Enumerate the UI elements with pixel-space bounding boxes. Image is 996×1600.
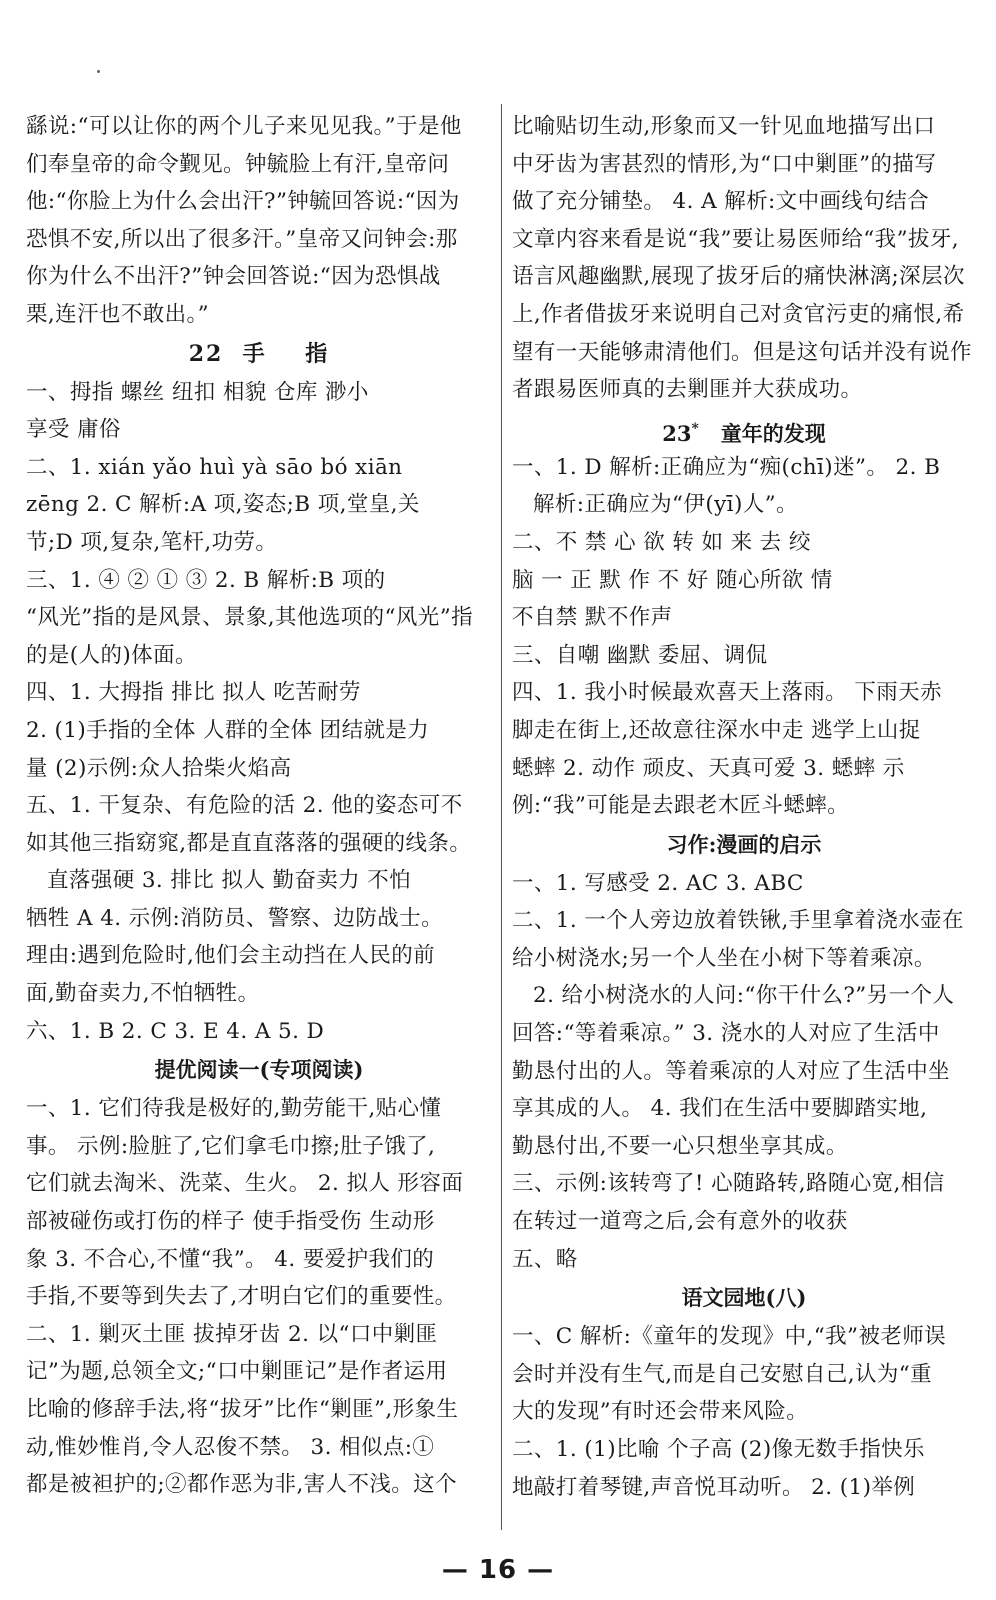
answer-line: 一、拇指 螺丝 纽扣 相貌 仓库 渺小	[26, 379, 369, 405]
answer-line: 二、1. (1)比喻 个子高 (2)像无数手指快乐	[512, 1437, 925, 1462]
answer-line: 地敲打着琴键,声音悦耳动听。 2. (1)举例	[512, 1474, 916, 1500]
answer-line: 在转过一道弯之后,会有意外的收获	[512, 1209, 848, 1235]
answer-line: 一、C 解析:《童年的发现》中,“我”被老师误	[512, 1324, 947, 1350]
answer-line: 三、示例:该转弯了! 心随路转,路随心宽,相信	[512, 1171, 945, 1197]
answer-line: “风光”指的是风景、景象,其他选项的“风光”指	[26, 605, 474, 631]
section-heading	[26, 334, 492, 374]
answer-line: 二、1. 剿灭土匪 拔掉牙齿 2. 以“口中剿匪	[26, 1321, 438, 1347]
answer-line: 如其他三指窈窕,都是直直落落的强硬的线条。	[26, 830, 472, 856]
answer-line: 会时并没有生气,而是自己安慰自己,认为“重	[512, 1361, 933, 1387]
answer-line: 你为什么不出汗?”钟会回答说:“因为恐惧战	[26, 264, 441, 290]
section-heading	[512, 825, 976, 865]
answer-line: 例:“我”可能是去跟老木匠斗蟋蟀。	[512, 793, 850, 819]
answer-line: 一、1. 写感受 2. AC 3. ABC	[512, 870, 804, 896]
answer-line: 五、略	[512, 1246, 578, 1272]
page-number: — 16 —	[441, 1555, 555, 1585]
answer-line: 三、1. ④ ② ① ③ 2. B 解析:B 项的	[26, 567, 386, 593]
answer-line: 2. (1)手指的全体 人群的全体 团结就是力	[26, 717, 430, 743]
answer-line: 给小树浇水;另一个人坐在小树下等着乘凉。	[512, 945, 936, 971]
section-heading-text: 22 手 指	[188, 340, 330, 367]
answer-line: 大的发现”有时还会带来风险。	[512, 1399, 809, 1425]
answer-line: 不自禁 默不作声	[512, 605, 673, 631]
answer-line: 栗,连汗也不敢出。”	[26, 301, 210, 327]
answer-line: 比喻贴切生动,形象而又一针见血地描写出口	[512, 114, 936, 139]
answer-line: 二、1. 一个人旁边放着铁锹,手里拿着浇水壶在	[512, 908, 964, 934]
answer-line: 节;D 项,复杂,笔杆,功劳。	[26, 529, 278, 555]
optional-lesson-mark: *	[691, 420, 699, 437]
answer-line: 的是(人的)体面。	[26, 642, 197, 668]
lesson-number: 23	[662, 420, 692, 446]
column-divider	[501, 104, 502, 1530]
answer-line: 二、不 禁 心 欲 转 如 来 去 绞	[512, 529, 811, 555]
section-heading	[512, 1278, 976, 1318]
answer-line: 繇说:“可以让你的两个儿子来见见我。”于是他	[26, 114, 462, 139]
section-heading	[26, 1050, 492, 1090]
answer-line: 二、1. xián yǎo huì yà sāo bó xiān	[26, 454, 403, 480]
answer-line: 脚走在街上,还故意往深水中走 逃学上山捉	[512, 717, 921, 743]
answer-line: 中牙齿为害甚烈的情形,为“口中剿匪”的描写	[512, 151, 937, 177]
answer-line: 面,勤奋卖力,不怕牺牲。	[26, 981, 260, 1007]
section-heading-text: 提优阅读一(专项阅读)	[154, 1057, 364, 1083]
answer-line: 享受 庸俗	[26, 417, 121, 443]
answer-line: 文章内容来看是说“我”要让易医师给“我”拔牙,	[512, 226, 960, 252]
answer-line: 勤恳付出的人。等着乘凉的人对应了生活中坐	[512, 1058, 951, 1084]
answer-line: 上,作者借拔牙来说明自己对贪官污吏的痛恨,希	[512, 301, 965, 327]
answer-line: 回答:“等着乘凉。” 3. 浇水的人对应了生活中	[512, 1021, 940, 1047]
answer-line: 四、1. 我小时候最欢喜天上落雨。 下雨天赤	[512, 680, 942, 706]
answer-line: 解析:正确应为“伊(yī)人”。	[533, 492, 798, 518]
left-column	[26, 108, 492, 1504]
section-heading-text: 童年的发现	[698, 420, 826, 446]
answer-line: 2. 给小树浇水的人问:“你干什么?”另一个人	[533, 983, 955, 1009]
corner-dot	[97, 70, 100, 73]
answer-line: 们奉皇帝的命令觐见。钟毓脸上有汗,皇帝问	[26, 151, 450, 177]
answer-line: 事。 示例:脸脏了,它们拿毛巾擦;肚子饿了,	[26, 1133, 436, 1159]
answer-line: 脑 一 正 默 作 不 好 随心所欲 情	[512, 567, 833, 593]
answer-line: 四、1. 大拇指 排比 拟人 吃苦耐劳	[26, 680, 361, 706]
answer-line: 直落强硬 3. 排比 拟人 勤奋卖力 不怕	[47, 868, 412, 894]
answer-line: 量 (2)示例:众人拾柴火焰高	[26, 755, 292, 781]
answer-line: 它们就去淘米、洗菜、生火。 2. 拟人 形容面	[26, 1171, 464, 1197]
section-heading-text: 习作:漫画的启示	[666, 831, 822, 857]
answer-line: 恐惧不安,所以出了很多汗。”皇帝又问钟会:那	[26, 226, 458, 252]
answer-line: 一、1. 它们待我是极好的,勤劳能干,贴心懂	[26, 1096, 442, 1122]
answer-line: 动,惟妙惟肖,令人忍俊不禁。 3. 相似点:①	[26, 1434, 435, 1460]
answer-line: 手指,不要等到失去了,才明白它们的重要性。	[26, 1284, 457, 1310]
section-heading	[512, 409, 976, 449]
answer-line: 都是被袒护的;②都作恶为非,害人不浅。这个	[26, 1472, 457, 1498]
answer-line: 比喻的修辞手法,将“拔牙”比作“剿匪”,形象生	[26, 1397, 459, 1422]
answer-line: 理由:遇到危险时,他们会主动挡在人民的前	[26, 943, 436, 969]
answer-line: 勤恳付出,不要一心只想坐享其成。	[512, 1133, 848, 1159]
answer-line: 望有一天能够肃清他们。但是这句话并没有说作	[512, 339, 972, 365]
answer-line: 象 3. 不合心,不懂“我”。 4. 要爱护我们的	[26, 1246, 435, 1272]
answer-line: 者跟易医师真的去剿匪并大获成功。	[512, 377, 863, 403]
answer-line: 他:“你脸上为什么会出汗?”钟毓回答说:“因为	[26, 189, 460, 215]
answer-line: 语言风趣幽默,展现了拔牙后的痛快淋漓;深层次	[512, 264, 965, 290]
answer-line: 享其成的人。 4. 我们在生活中要脚踏实地,	[512, 1096, 928, 1122]
answer-line: zēng 2. C 解析:A 项,姿态;B 项,堂皇,关	[26, 492, 420, 518]
answer-line: 六、1. B 2. C 3. E 4. A 5. D	[26, 1018, 325, 1044]
answer-line: 五、1. 干复杂、有危险的活 2. 他的姿态可不	[26, 793, 463, 819]
answer-line: 蟋蟀 2. 动作 顽皮、天真可爱 3. 蟋蟀 示	[512, 755, 905, 781]
answer-line: 一、1. D 解析:正确应为“痴(chī)迷”。 2. B	[512, 454, 941, 480]
answer-line: 三、自嘲 幽默 委屈、调侃	[512, 642, 768, 668]
answer-line: 部被碰伤或打伤的样子 使手指受伤 生动形	[26, 1209, 435, 1235]
section-heading-text: 语文园地(八)	[681, 1285, 807, 1311]
answer-line: 牺牲 A 4. 示例:消防员、警察、边防战士。	[26, 905, 443, 931]
answer-line: 记”为题,总领全文;“口中剿匪记”是作者运用	[26, 1359, 448, 1385]
right-column	[512, 108, 976, 1506]
answer-line: 做了充分铺垫。 4. A 解析:文中画线句结合	[512, 189, 929, 215]
